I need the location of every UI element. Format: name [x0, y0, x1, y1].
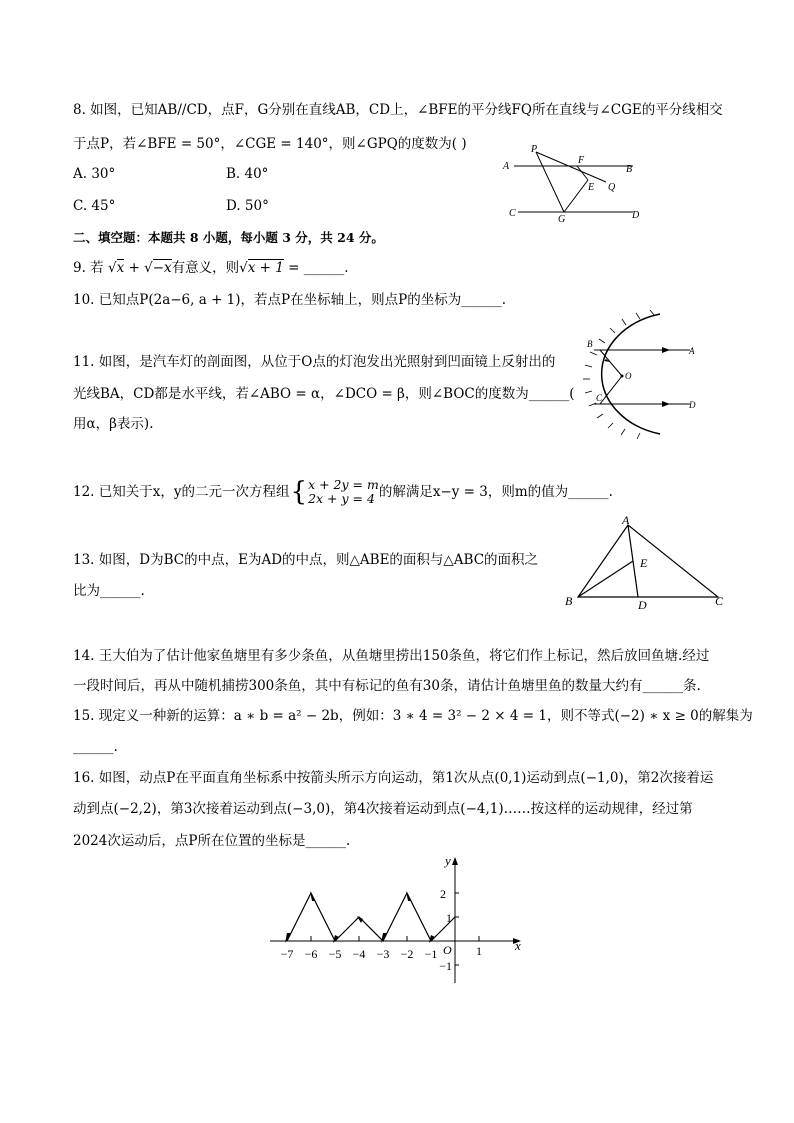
line-fe — [577, 166, 588, 180]
q16-figure — [265, 850, 530, 985]
radicand-1: x — [116, 260, 125, 276]
label-b: B — [565, 594, 573, 608]
label-d: D — [632, 210, 640, 221]
x-tick-label: −7 — [280, 947, 294, 961]
radical-1: √x — [107, 260, 125, 276]
radicand-2: −x — [152, 260, 172, 276]
label-f: F — [578, 155, 585, 166]
q11-figure — [580, 310, 700, 440]
label-e: E — [588, 182, 595, 193]
label-c: C — [596, 393, 603, 403]
q8-option-a: A. 30° — [73, 166, 116, 182]
x-tick-label: −1 — [424, 947, 438, 961]
radical-2: √−x — [144, 260, 172, 276]
label-q: Q — [608, 182, 616, 193]
q9-plus: + — [124, 260, 145, 276]
equation-2: 2x + y = 4 — [308, 491, 375, 506]
segment-be — [578, 561, 633, 597]
label-a: A — [689, 346, 695, 356]
q11-line2: 光线BA，CD都是水平线，若∠ABO = α，∠DCO = β，则∠BOC的度数为______( — [73, 386, 575, 402]
label-a: A — [622, 515, 630, 527]
q9-suffix: = ______. — [283, 260, 349, 276]
q8-line1: 8. 如图，已知AB//CD，点F，G分别在直线AB，CD上，∠BFE的平分线FQ所在直线与∠CGE的平分线相交 — [73, 102, 723, 118]
q11-line3: 用α，β表示). — [73, 416, 154, 432]
q13-line1: 13. 如图，D为BC的中点，E为AD的中点，则△ABE的面积与△ABC的面积之 — [73, 552, 539, 568]
line-pg — [536, 152, 564, 212]
y-axis-label: y — [445, 853, 451, 868]
q16-line1: 16. 如图，动点P在平面直角坐标系中按箭头所示方向运动，第1次从点(0,1)运动到点(−1,0)，第2次接着运 — [73, 770, 714, 786]
x-tick-label: −4 — [352, 947, 366, 961]
label-g: G — [558, 214, 566, 225]
q15-line2: ______. — [73, 739, 118, 755]
q12 — [73, 474, 613, 510]
label-p: P — [531, 144, 538, 155]
label-c: C — [715, 594, 724, 608]
q9-prefix: 9. 若 — [73, 260, 104, 276]
q8-figure — [498, 140, 648, 228]
label-d: D — [638, 598, 647, 612]
q12-suffix: 的解满足x−y = 3，则m的值为______. — [378, 484, 613, 500]
y-tick-2: 2 — [440, 887, 446, 901]
q8-option-c: C. 45° — [73, 198, 116, 214]
q8-option-d: D. 50° — [226, 198, 269, 214]
q8-line2: 于点P，若∠BFE = 50°，∠CGE = 140°，则∠GPQ的度数为( ) — [73, 136, 467, 152]
y-tick-1: 1 — [446, 911, 452, 925]
q15-line1: 15. 现定义一种新的运算：a ∗ b = a² − 2b，例如：3 ∗ 4 = 3² − 2 × 4 = 1，则不等式(−2) ∗ x ≥ 0的解集为 — [73, 708, 753, 724]
q16-line2: 动到点(−2,2)，第3次接着运动到点(−3,0)，第4次接着运动到点(−4,1)……按这样的运动规律，经过第 — [73, 801, 693, 817]
triangle-abc — [578, 525, 718, 597]
q9-mid: 有意义，则 — [171, 260, 240, 276]
brace: { — [290, 477, 308, 507]
x-tick-label: −3 — [376, 947, 390, 961]
y-tick-neg1: −1 — [439, 959, 452, 973]
q9 — [73, 258, 349, 278]
label-d: D — [689, 400, 696, 410]
radical-3: √x + 1 — [239, 260, 284, 276]
x-axis-label: x — [515, 938, 521, 953]
label-e: E — [640, 556, 648, 570]
equation-1: x + 2y = m — [308, 477, 379, 492]
line-pq — [536, 152, 606, 182]
x-tick-label: −2 — [400, 947, 414, 961]
q10: 10. 已知点P(2a−6, a + 1)，若点P在坐标轴上，则点P的坐标为______. — [73, 292, 506, 308]
label-c: C — [509, 208, 516, 219]
label-b: B — [626, 164, 633, 175]
y-axis-arrow — [452, 857, 458, 865]
equation-system — [308, 478, 379, 506]
q11-line1: 11. 如图，是汽车灯的剖面图，从位于O点的灯泡发出光照射到凹面镜上反射出的 — [73, 354, 556, 370]
label-o: O — [625, 371, 632, 381]
q14-line1: 14. 王大伯为了估计他家鱼塘里有多少条鱼，从鱼塘里捞出150条鱼，将它们作上标记，然后放回鱼塘.经过 — [73, 648, 710, 664]
mirror-hatching — [583, 310, 654, 439]
x-tick-1: 1 — [476, 944, 482, 958]
label-a: A — [503, 161, 510, 172]
x-tick-labels — [281, 947, 438, 961]
x-tick-label: −6 — [304, 947, 318, 961]
x-tick-label: −5 — [328, 947, 342, 961]
bulb-o — [621, 375, 624, 378]
q16-line3: 2024次运动后，点P所在位置的坐标是______. — [73, 833, 351, 849]
line-eg — [564, 180, 588, 212]
q8-option-b: B. 40° — [226, 166, 269, 182]
section-header: 二、填空题：本题共 8 小题，每小题 3 分，共 24 分。 — [73, 230, 384, 245]
ray-oc — [600, 376, 622, 404]
q13-line2: 比为______. — [73, 583, 145, 599]
q12-prefix: 12. 已知关于x，y的二元一次方程组 — [73, 484, 290, 500]
arrow-a — [662, 347, 670, 353]
arrow-d — [662, 401, 670, 407]
radicand-3: x + 1 — [247, 260, 284, 276]
label-b: B — [587, 339, 593, 349]
origin-label: O — [443, 943, 452, 957]
q13-figure — [560, 515, 730, 615]
q14-line2: 一段时间后，再从中随机捕捞300条鱼，其中有标记的鱼有30条，请估计鱼塘里鱼的数量大约有______条. — [73, 678, 701, 694]
